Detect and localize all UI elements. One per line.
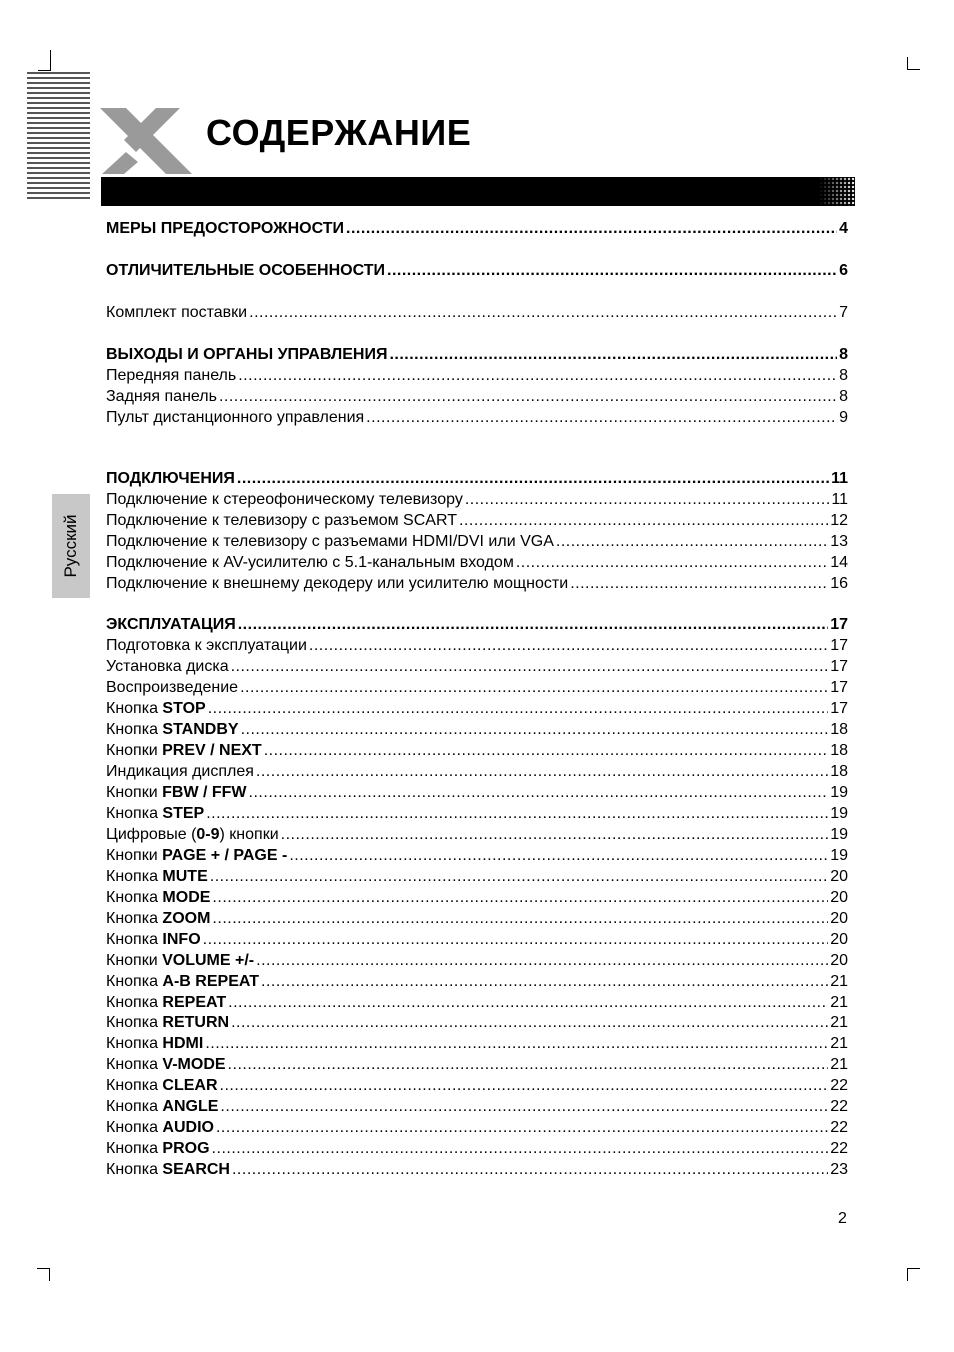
toc-label [106, 803, 204, 824]
toc-label [106, 656, 229, 677]
toc-row[interactable] [106, 1012, 848, 1033]
toc-label-text: Кнопка [106, 868, 163, 885]
toc-page-number: 19 [830, 805, 848, 822]
toc-label-text: Пульт дистанционного управления [106, 409, 365, 426]
toc-page-number: 22 [830, 1098, 848, 1115]
toc-button-name: MODE [162, 889, 211, 906]
toc-button-name: V-MODE [162, 1056, 226, 1073]
toc-label-text: Кнопка [106, 973, 163, 990]
toc-row[interactable] [106, 1096, 848, 1117]
toc-row[interactable] [106, 386, 848, 407]
toc-label-text: Кнопка [106, 805, 163, 822]
toc-page-number: 22 [830, 1140, 848, 1157]
toc-button-name: MUTE [162, 868, 208, 885]
toc-button-name: FBW / FFW [162, 784, 247, 801]
toc-row[interactable] [106, 992, 848, 1013]
toc-leader-dots [249, 302, 837, 323]
toc-label [106, 782, 247, 803]
toc-row[interactable] [106, 1033, 848, 1054]
toc-page-number: 13 [830, 533, 848, 550]
crop-mark-top-left [50, 50, 51, 70]
toc-label-text: Передняя панель [106, 367, 237, 384]
toc-page-number: 20 [830, 889, 848, 906]
toc-button-name: A-B REPEAT [162, 973, 260, 990]
toc-leader-dots [346, 218, 837, 239]
toc-button-name: STEP [162, 805, 205, 822]
crop-mark-top-left-h [38, 70, 51, 71]
toc-leader-dots [389, 344, 837, 365]
toc-label-suffix: ) кнопки [219, 826, 279, 843]
decorative-stripes [27, 72, 90, 200]
toc-label [106, 845, 287, 866]
toc-button-name: HDMI [162, 1035, 204, 1052]
toc-row[interactable] [106, 761, 848, 782]
toc-button-name: PREV / NEXT [162, 742, 262, 759]
toc-label [106, 887, 210, 908]
toc-page-number: 12 [830, 512, 848, 529]
page-title: СОДЕРЖАНИЕ [206, 112, 472, 153]
crop-mark-bottom-left-h [37, 1268, 50, 1269]
toc-page-number: 21 [830, 1035, 848, 1052]
toc-button-name: STOP [162, 700, 206, 717]
toc-row[interactable] [106, 803, 848, 824]
toc-label-text: ЭКСПЛУАТАЦИЯ [106, 616, 236, 633]
toc-label-text: Подключение к телевизору с разъемами HDMI/DVI или VGA [106, 533, 554, 550]
toc-row[interactable] [106, 218, 848, 239]
toc-page-number: 8 [839, 346, 848, 363]
language-tab-label: Русский [61, 514, 80, 578]
toc-label-text: Кнопка [106, 931, 163, 948]
toc-page-number: 6 [839, 262, 848, 279]
toc-row[interactable] [106, 510, 848, 531]
toc-page-number: 17 [830, 658, 848, 675]
toc-label [106, 740, 262, 761]
toc-label-text: Кнопка [106, 1098, 163, 1115]
toc-label [106, 407, 364, 428]
toc-button-name: PROG [162, 1140, 210, 1157]
crop-mark-bottom-right-h [907, 1268, 920, 1269]
toc-page-number: 21 [830, 1056, 848, 1073]
toc-label [106, 1117, 214, 1138]
toc-leader-dots [366, 407, 837, 428]
toc-button-name: STANDBY [162, 721, 239, 738]
toc-label-text: Кнопка [106, 721, 163, 738]
toc-label [106, 761, 254, 782]
toc-page-number: 22 [830, 1077, 848, 1094]
toc-row[interactable] [106, 531, 848, 552]
toc-page-number: 17 [830, 616, 848, 633]
crop-mark-bottom-left [49, 1268, 50, 1281]
page-number: 2 [838, 1210, 847, 1227]
toc-page-number: 21 [830, 1014, 848, 1031]
toc-leader-dots [240, 677, 828, 698]
toc-leader-dots [264, 740, 829, 761]
toc-button-name: 0-9 [196, 826, 220, 843]
toc-button-name: SEARCH [162, 1161, 230, 1178]
toc-row[interactable] [106, 344, 848, 365]
toc-page-number: 21 [830, 994, 848, 1011]
toc-leader-dots [465, 489, 830, 510]
toc-leader-dots [216, 1117, 828, 1138]
toc-page-number: 23 [830, 1161, 848, 1178]
toc-label-text: Кнопки [106, 847, 163, 864]
toc-label [106, 218, 344, 239]
toc-leader-dots [261, 971, 828, 992]
toc-row[interactable] [106, 824, 848, 845]
toc-leader-dots [256, 950, 828, 971]
toc-row[interactable] [106, 1138, 848, 1159]
toc-page-number: 11 [831, 470, 848, 487]
toc-label-text: Кнопка [106, 1035, 163, 1052]
toc-label [106, 677, 238, 698]
toc-row[interactable] [106, 950, 848, 971]
toc-label-text: Подключение к внешнему декодеру или усилителю мощности [106, 575, 569, 592]
toc-label-text: Кнопка [106, 1077, 163, 1094]
toc-leader-dots [459, 510, 828, 531]
toc-label-text: ПОДКЛЮЧЕНИЯ [106, 470, 235, 487]
toc-label [106, 1012, 229, 1033]
toc-button-name: VOLUME +/- [162, 952, 255, 969]
toc-page-number: 14 [830, 554, 848, 571]
crop-mark-bottom-right [907, 1268, 908, 1281]
toc-row[interactable] [106, 552, 848, 573]
language-tab [52, 494, 90, 598]
toc-button-name: ZOOM [162, 910, 211, 927]
toc-row[interactable] [106, 929, 848, 950]
toc-page-number: 18 [830, 763, 848, 780]
toc-label [106, 1075, 218, 1096]
toc-label [106, 573, 568, 594]
toc-row[interactable] [106, 698, 848, 719]
toc-row[interactable] [106, 719, 848, 740]
toc-label-text: Комплект поставки [106, 304, 248, 321]
toc-row[interactable] [106, 468, 848, 489]
toc-label [106, 1138, 210, 1159]
toc-row[interactable] [106, 614, 848, 635]
toc-label-text: Кнопка [106, 994, 163, 1011]
toc-page-number: 17 [830, 679, 848, 696]
toc-row[interactable] [106, 845, 848, 866]
toc-label [106, 950, 254, 971]
toc-label-text: Подготовка к эксплуатации [106, 637, 307, 654]
toc-button-name: ANGLE [162, 1098, 219, 1115]
toc-label [106, 719, 239, 740]
toc-row[interactable] [106, 908, 848, 929]
toc-label [106, 635, 307, 656]
toc-label [106, 971, 259, 992]
toc-label-text: Цифровые ( [106, 826, 197, 843]
toc-label-text: Индикация дисплея [106, 763, 254, 780]
toc-page-number: 20 [830, 952, 848, 969]
toc-leader-dots [212, 908, 828, 929]
toc-label [106, 929, 201, 950]
toc-page-number: 20 [830, 931, 848, 948]
toc-label [106, 1033, 203, 1054]
toc-page-number: 16 [830, 575, 848, 592]
toc-label-text: Задняя панель [106, 388, 217, 405]
toc-label [106, 866, 208, 887]
toc-row[interactable] [106, 302, 848, 323]
toc-button-name: INFO [162, 931, 201, 948]
toc-button-name: RETURN [162, 1014, 230, 1031]
toc-label-text: Подключение к стереофоническому телевизору [106, 491, 463, 508]
toc-label [106, 468, 235, 489]
toc-leader-dots [228, 992, 828, 1013]
toc-label [106, 614, 236, 635]
toc-label [106, 824, 279, 845]
toc-label [106, 1159, 230, 1180]
toc-page-number: 19 [830, 847, 848, 864]
toc-page-number: 19 [830, 826, 848, 843]
toc-label-text: Кнопка [106, 1056, 163, 1073]
toc-page-number: 19 [830, 784, 848, 801]
toc-label-text: Кнопка [106, 1014, 163, 1031]
toc-page-number: 17 [830, 637, 848, 654]
toc-label-text: Кнопки [106, 784, 163, 801]
toc-page-number: 17 [830, 700, 848, 717]
toc-label-text: Кнопка [106, 1161, 163, 1178]
toc-label-text: Кнопки [106, 952, 163, 969]
toc-page-number: 9 [839, 409, 848, 426]
toc-row[interactable] [106, 573, 848, 594]
toc-leader-dots [516, 552, 828, 573]
toc-button-name: AUDIO [162, 1119, 214, 1136]
toc-leader-dots [237, 468, 829, 489]
toc-label [106, 1054, 226, 1075]
toc-row[interactable] [106, 782, 848, 803]
toc-leader-dots [228, 1054, 829, 1075]
toc-row[interactable] [106, 1159, 848, 1180]
toc-leader-dots [231, 1012, 828, 1033]
toc-label [106, 260, 385, 281]
toc-label [106, 992, 226, 1013]
header-bar [101, 177, 855, 206]
toc-page-number: 20 [830, 910, 848, 927]
toc-leader-dots [208, 698, 829, 719]
toc-page-number: 20 [830, 868, 848, 885]
toc-label [106, 698, 206, 719]
toc-label-text: Подключение к AV-усилителю с 5.1-канальным входом [106, 554, 514, 571]
toc-row[interactable] [106, 1117, 848, 1138]
toc-row[interactable] [106, 1075, 848, 1096]
toc-leader-dots [232, 1159, 828, 1180]
toc-page-number: 21 [830, 973, 848, 990]
toc-leader-dots [210, 866, 828, 887]
toc-page-number: 11 [831, 491, 848, 508]
toc-leader-dots [289, 845, 828, 866]
toc-label [106, 531, 554, 552]
toc-label-text: Подключение к телевизору с разъемом SCART [106, 512, 457, 529]
toc-label [106, 386, 217, 407]
toc-button-name: PAGE + / PAGE - [162, 847, 288, 864]
toc-leader-dots [387, 260, 837, 281]
toc-label-text: ВЫХОДЫ И ОРГАНЫ УПРАВЛЕНИЯ [106, 346, 388, 363]
toc-label [106, 510, 457, 531]
toc-leader-dots [238, 365, 837, 386]
toc-label [106, 302, 247, 323]
toc-leader-dots [238, 614, 828, 635]
toc-row[interactable] [106, 971, 848, 992]
toc-leader-dots [220, 1096, 828, 1117]
toc-label-text: ОТЛИЧИТЕЛЬНЫЕ ОСОБЕННОСТИ [106, 262, 385, 279]
toc-label [106, 365, 236, 386]
toc-row[interactable] [106, 407, 848, 428]
toc-page-number: 8 [839, 367, 848, 384]
toc-label-text: Кнопка [106, 1140, 163, 1157]
toc-row[interactable] [106, 656, 848, 677]
toc-button-name: CLEAR [162, 1077, 218, 1094]
toc-label-text: Кнопка [106, 1119, 163, 1136]
toc-label-text: Кнопка [106, 910, 163, 927]
toc-leader-dots [281, 824, 829, 845]
toc-page-number: 22 [830, 1119, 848, 1136]
toc-row[interactable] [106, 1054, 848, 1075]
toc-label-text: Воспроизведение [106, 679, 239, 696]
toc-label-text: Установка диска [106, 658, 229, 675]
toc-row[interactable] [106, 887, 848, 908]
toc-label-text: Кнопка [106, 889, 163, 906]
toc-leader-dots [219, 386, 837, 407]
toc-row[interactable] [106, 260, 848, 281]
toc-row[interactable] [106, 489, 848, 510]
toc-page-number: 8 [839, 388, 848, 405]
toc-leader-dots [256, 761, 828, 782]
toc-label [106, 1096, 218, 1117]
toc-row[interactable] [106, 677, 848, 698]
toc-row[interactable] [106, 740, 848, 761]
toc-button-name: REPEAT [162, 994, 227, 1011]
toc-leader-dots [556, 531, 828, 552]
toc-page-number: 4 [839, 220, 848, 237]
toc-leader-dots [220, 1075, 829, 1096]
crop-mark-top-right-h [907, 69, 920, 70]
toc-leader-dots [212, 887, 828, 908]
toc-label-text: Кнопки [106, 742, 163, 759]
toc-label-text: Кнопка [106, 700, 163, 717]
toc-row[interactable] [106, 866, 848, 887]
toc-row[interactable] [106, 365, 848, 386]
toc-leader-dots [203, 929, 829, 950]
toc-leader-dots [205, 1033, 828, 1054]
toc-leader-dots [249, 782, 829, 803]
toc-label [106, 552, 514, 573]
toc-row[interactable] [106, 635, 848, 656]
toc-page-number: 7 [839, 304, 848, 321]
toc-leader-dots [241, 719, 829, 740]
toc-label [106, 344, 387, 365]
toc-leader-dots [231, 656, 829, 677]
toc-label [106, 489, 463, 510]
toc-label [106, 908, 210, 929]
toc-page-number: 18 [830, 721, 848, 738]
toc-page-number: 18 [830, 742, 848, 759]
toc-leader-dots [309, 635, 828, 656]
toc-leader-dots [570, 573, 828, 594]
halftone-pattern [819, 177, 855, 206]
toc-label-text: МЕРЫ ПРЕДОСТОРОЖНОСТИ [106, 220, 345, 237]
x-logo-icon [96, 104, 196, 178]
toc-leader-dots [212, 1138, 829, 1159]
toc-leader-dots [206, 803, 828, 824]
